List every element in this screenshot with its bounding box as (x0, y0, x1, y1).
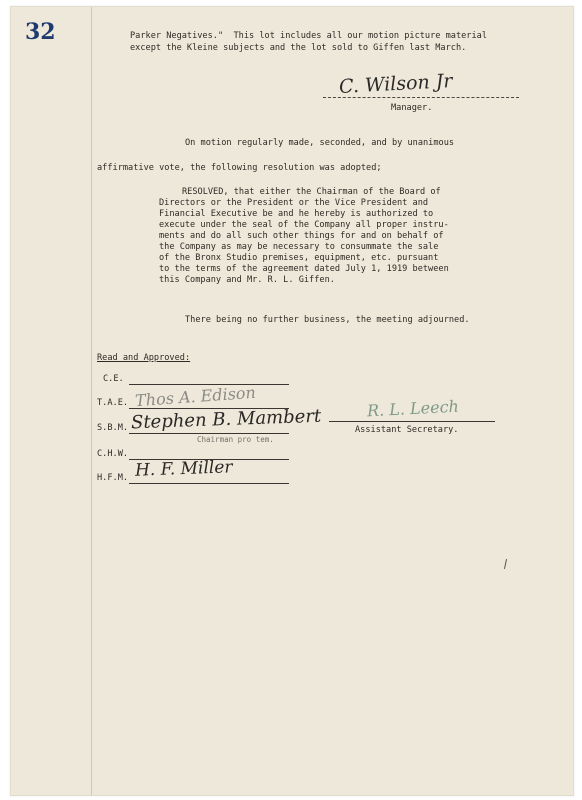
approver-initials: T.A.E. (97, 398, 129, 408)
pencil-mark (504, 559, 507, 569)
resolution-line: execute under the seal of the Company all proper instru- (159, 220, 449, 230)
approver-signature-line (129, 384, 289, 385)
approver-signature: H. F. Miller (134, 457, 233, 481)
manager-title: Manager. (391, 103, 433, 113)
secretary-signature-line (329, 421, 495, 422)
adjourn-line: There being no further business, the meeting adjourned. (185, 315, 470, 325)
motion-line: affirmative vote, the following resolution was adopted; (97, 163, 382, 173)
secretary-title: Assistant Secretary. (355, 425, 459, 435)
approver-initials: H.F.M. (97, 473, 129, 483)
motion-line: On motion regularly made, seconded, and by unanimous (185, 138, 455, 148)
approver-initials: C.E. (103, 374, 124, 384)
margin-line (91, 7, 92, 795)
secretary-signature: R. L. Leech (366, 396, 460, 421)
resolution-line: ments and do all such other things for and on behalf of (159, 231, 444, 241)
resolution-line: the Company as may be necessary to consummate the sale (159, 242, 439, 252)
approver-signature-line (129, 483, 289, 484)
resolution-line: RESOLVED, that either the Chairman of the Board of (182, 187, 441, 197)
text-line: Parker Negatives." This lot includes all our motion picture material (130, 31, 487, 41)
document-page (10, 6, 574, 796)
page-number: 32 (25, 19, 56, 45)
resolution-line: of the Bronx Studio premises, equipment, etc. pursuant (159, 253, 439, 263)
approver-initials: C.H.W. (97, 449, 129, 459)
chairman-note: Chairman pro tem. (197, 435, 274, 444)
read-approved-label: Read and Approved: (97, 353, 191, 363)
manager-signature-line (323, 97, 519, 98)
manager-signature: C. Wilson Jr (338, 70, 453, 98)
resolution-line: this Company and Mr. R. L. Giffen. (159, 275, 335, 285)
approver-signature: Thos A. Edison (134, 382, 257, 411)
resolution-line: Financial Executive be and he hereby is authorized to (159, 209, 434, 219)
resolution-line: Directors or the President or the Vice President and (159, 198, 429, 208)
resolution-line: to the terms of the agreement dated July 1, 1919 between (159, 264, 449, 274)
approver-initials: S.B.M. (97, 423, 129, 433)
text-line: except the Kleine subjects and the lot sold to Giffen last March. (130, 43, 467, 53)
approver-signature: Stephen B. Mambert (130, 405, 322, 434)
